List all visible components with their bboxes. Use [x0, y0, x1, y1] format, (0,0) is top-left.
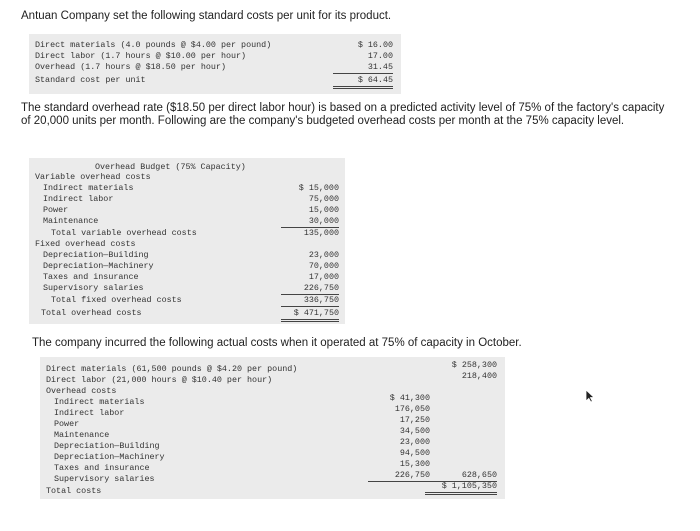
budget-row-label: Maintenance	[43, 216, 99, 226]
budget-row-amount: 23,000	[308, 250, 339, 260]
actual-row-label: Overhead costs	[46, 386, 117, 396]
actual-row-label: Supervisory salaries	[54, 474, 155, 484]
actual-row-subamount: $ 41,300	[389, 393, 430, 403]
budget-row-label: Fixed overhead costs	[35, 239, 136, 249]
actual-row-label: Direct labor (21,000 hours @ $10.40 per hour)	[46, 375, 273, 385]
actual-row-subamount: 15,300	[399, 459, 430, 469]
budget-row-label: Indirect labor	[43, 194, 114, 204]
budget-row-amount: 17,000	[308, 272, 339, 282]
budget-row-amount: 70,000	[308, 261, 339, 271]
actual-row-label: Taxes and insurance	[54, 463, 150, 473]
budget-row-amount: 75,000	[308, 194, 339, 204]
budget-row-label: Depreciation—Building	[43, 250, 149, 260]
budget-row-amount: $ 15,000	[298, 183, 339, 193]
budget-row-label: Depreciation—Machinery	[43, 261, 154, 271]
actual-row-amount: 628,650	[425, 470, 497, 482]
actual-costs-paragraph: The company incurred the following actual costs when it operated at 75% of capacity in October.	[32, 337, 522, 349]
actual-row-label: Power	[54, 419, 80, 429]
actual-row-label: Indirect materials	[54, 397, 145, 407]
overhead-rate-paragraph: The standard overhead rate ($18.50 per direct labor hour) is based on a predicted activity level of 75% of the factory's capacity of 20,000 units per month. Following are the company's budgeted overhead costs per month at the 75% capacity level.	[21, 102, 665, 127]
actual-row-subamount: 226,750	[368, 470, 430, 482]
actual-row-subamount: 34,500	[399, 426, 430, 436]
actual-row-label: Depreciation—Building	[54, 441, 160, 451]
actual-costs-table	[40, 357, 505, 499]
budget-title: Overhead Budget (75% Capacity)	[95, 162, 246, 172]
mouse-cursor-icon	[585, 389, 595, 403]
budget-row-label: Power	[43, 205, 69, 215]
std-row-amount: $ 16.00	[357, 40, 393, 50]
budget-row-amount: 30,000	[281, 216, 339, 228]
budget-row-label: Total variable overhead costs	[51, 228, 197, 238]
overhead-budget-table	[29, 158, 345, 324]
actual-row-label: Maintenance	[54, 430, 110, 440]
actual-row-subamount: 17,250	[399, 415, 430, 425]
intro-text: Antuan Company set the following standard costs per unit for its product.	[21, 10, 392, 22]
budget-row-label: Total overhead costs	[41, 308, 142, 318]
actual-row-label: Direct materials (61,500 pounds @ $4.20 per pound)	[46, 364, 298, 374]
std-row-label: Overhead (1.7 hours @ $18.50 per hour)	[35, 62, 226, 72]
actual-row-subamount: 176,050	[394, 404, 430, 414]
std-row-label: Direct materials (4.0 pounds @ $4.00 per pound)	[35, 40, 272, 50]
budget-row-amount: 15,000	[308, 205, 339, 215]
budget-row-amount: 135,000	[303, 228, 339, 238]
std-row-label: Standard cost per unit	[35, 75, 146, 85]
budget-row-label: Indirect materials	[43, 183, 134, 193]
budget-row-label: Total fixed overhead costs	[51, 295, 182, 305]
actual-row-label: Total costs	[46, 486, 102, 496]
budget-row-label: Variable overhead costs	[35, 172, 151, 182]
actual-row-amount: 218,400	[461, 371, 497, 381]
standard-cost-table	[29, 34, 401, 94]
std-row-amount: 31.45	[333, 62, 393, 74]
actual-row-amount: $ 258,300	[451, 360, 497, 370]
std-row-amount: 17.00	[367, 51, 393, 61]
budget-row-label: Supervisory salaries	[43, 283, 144, 293]
budget-row-amount: $ 471,750	[281, 308, 339, 322]
std-row-label: Direct labor (1.7 hours @ $10.00 per hour)	[35, 51, 247, 61]
budget-row-amount: 226,750	[281, 283, 339, 295]
actual-row-label: Indirect labor	[54, 408, 125, 418]
actual-row-subamount: 94,500	[399, 448, 430, 458]
actual-row-subamount: 23,000	[399, 437, 430, 447]
budget-row-label: Taxes and insurance	[43, 272, 139, 282]
std-row-amount: $ 64.45	[333, 75, 393, 89]
budget-row-amount: 336,750	[281, 295, 339, 307]
actual-row-label: Depreciation—Machinery	[54, 452, 165, 462]
actual-row-amount: $ 1,105,350	[425, 481, 497, 495]
